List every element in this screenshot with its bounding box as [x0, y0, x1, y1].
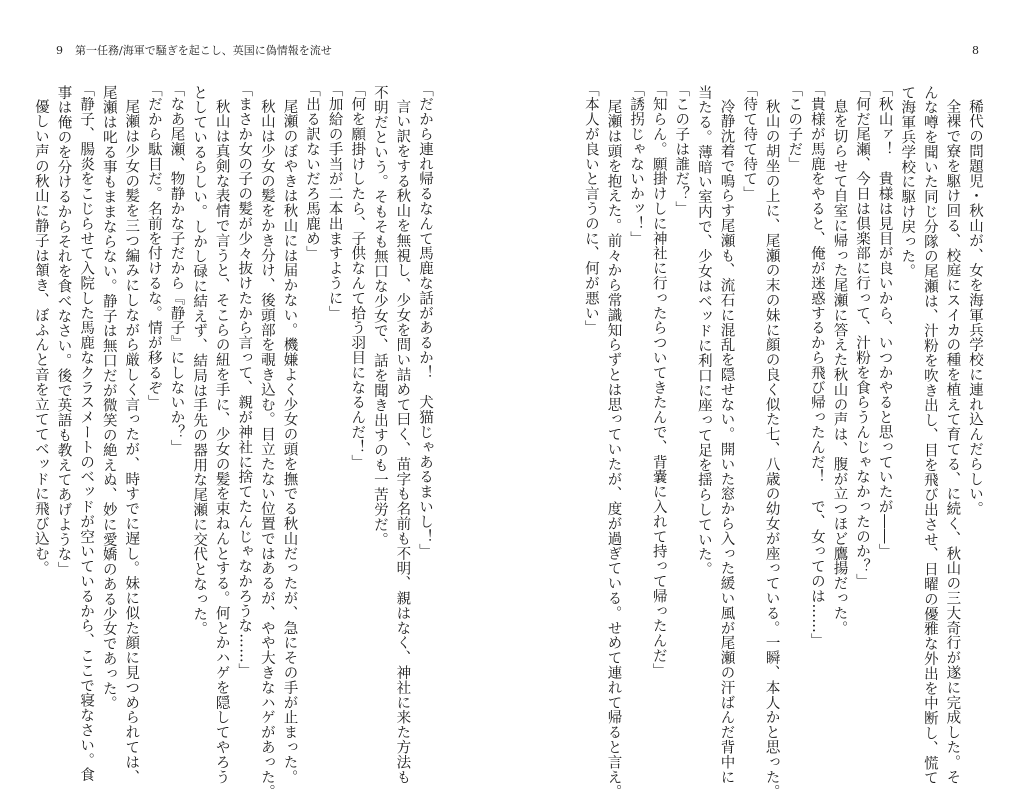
left-page-number: 9 [56, 44, 63, 57]
text-line: 「待て待て待て」 [741, 82, 758, 202]
text-line: 「静子、腸炎をこじらせて入院した馬鹿なクラスメートのベッドが空いているから、ここで寝なさい。食 [78, 82, 95, 783]
text-line: 秋山は少女の髪をかき分け、後頭部を覗き込む。目立たない位置ではあるが、やや大きなハゲがあった。 [258, 99, 275, 800]
text-line: 尾瀬は叱る事もままならない。静子は無口だが微笑の絶えぬ、妙に愛嬌のある少女であった。 [100, 84, 117, 711]
left-page-body [32, 82, 436, 800]
text-line: 言い訳をする秋山を無視し、少女を問い詰めて曰く、苗字も名前も不明、親はなく、神社に来た方法も [394, 99, 411, 785]
right-page-body [582, 82, 986, 800]
text-line: 「何を願掛けしたら、子供なんて拾う羽目になるんだ！」 [349, 82, 366, 470]
text-line: 尾瀬のぼやきは秋山には届かない。機嫌よく少女の頭を撫でる秋山だったが、急にその手が止まった。 [281, 99, 298, 785]
left-page-header [56, 44, 332, 58]
text-line: 「何だ尾瀬、今日は倶楽部に行って、汁粉を食らうんじゃなかったのか？」 [854, 82, 871, 589]
text-line: 尾瀬は少女の髪を三つ編みにしながら厳しく言ったが、時すでに遅し。妹に似た顔に見つめられては、 [123, 99, 140, 785]
text-line: 「この子は誰だ？」 [673, 82, 690, 217]
text-line: 「出る訳ないだろ馬鹿め」 [304, 82, 321, 261]
text-line: 全裸で寮を駆け回る、校庭にスイカの種を植えて育てる、に続く、秋山の三大奇行が遂に完成した。そ [944, 99, 961, 785]
text-line: 秋山は真剣な表情で言うと、そこらの紐を手に、少女の髪を束ねんとする。何とかハゲを隠してやろう [213, 99, 230, 785]
text-line: 「まさか女の子の髪が少々抜けたから言って、親が神社に捨てたんじゃなかろうな……」 [236, 82, 253, 678]
text-line: 冷静沈着で鳴らす尾瀬も、流石に混乱を隠せない。開いた窓から入った緩い風が尾瀬の汗ばんだ背中に [718, 99, 735, 785]
text-line: 「誘拐じゃないかッ！」 [628, 82, 645, 246]
text-line: としているらしい。しかし碌に結えず、結局は手先の器用な尾瀬に交代となった。 [191, 84, 208, 637]
text-line: 「知らん。願掛けしに神社に行ったらついてきたんで、背嚢に入れて持って帰ったんだ」 [650, 82, 667, 678]
text-line: て海軍兵学校に駆け戻った。 [899, 84, 916, 279]
text-line: 「貴様が馬鹿をやると、俺が迷惑するから飛び帰ったんだ！ で、女ってのは……」 [808, 82, 825, 649]
text-line: 「この子だ」 [786, 82, 803, 172]
text-line: 事は俺のを分けるからそれを食べなさい。後で英語も教えてあげような」 [55, 84, 72, 577]
text-line: 不明だという。そもそも無口な少女で、話を聞き出すのも一苦労だ。 [371, 84, 388, 547]
text-line: 当たる。薄暗い室内で、少女はベッドに利口に座って足を揺らしていた。 [695, 84, 712, 577]
text-line: 優しい声の秋山に静子は頷き、ぼふんと音を立ててベッドに飛び込む。 [32, 99, 49, 577]
text-line: 「だから駄目だ。名前を付けるな。情が移るぞ」 [145, 82, 162, 410]
text-line: 秋山の胡坐の上に、尾瀬の末の妹に顔の良く似た七、八歳の幼女が座っている。一瞬、本人かと思った。 [763, 99, 780, 800]
running-title: 第一任務/海軍で騒ぎを起こし、英国に偽情報を流せ [75, 44, 332, 57]
text-line: 「本人が良いと言うのに、何が悪い」 [582, 82, 599, 336]
text-line: 尾瀬は頭を抱えた。前々から常識知らずとは思っていたが、度が過ぎている。せめて連れて帰ると言え。 [605, 99, 622, 800]
right-page-number: 8 [972, 44, 979, 57]
right-page-header [972, 44, 979, 58]
text-line: 「なあ尾瀬、物静かな子だから『静子』にしないか？」 [168, 82, 185, 455]
text-line: 「秋山ァ！ 貴様は見目が良いから、いつかやると思っていたが――」 [876, 82, 893, 559]
text-line: 稀代の問題児・秋山が、女を海軍兵学校に連れ込んだらしい。 [967, 99, 983, 517]
text-line: 「だから連れ帰るなんて馬鹿な話があるか！ 犬猫じゃあるまいし！」 [417, 82, 433, 559]
text-line: んな噂を聞いた同じ分隊の尾瀬は、汁粉を吹き出し、目を飛び出させ、日曜の優雅な外出を中断し、慌て [921, 84, 938, 786]
text-line: 「加給の手当が二本出ますように」 [326, 82, 343, 321]
text-line: 息を切らせて自室に帰った尾瀬に答えた秋山の声は、腹が立つほど鷹揚だった。 [831, 99, 848, 636]
